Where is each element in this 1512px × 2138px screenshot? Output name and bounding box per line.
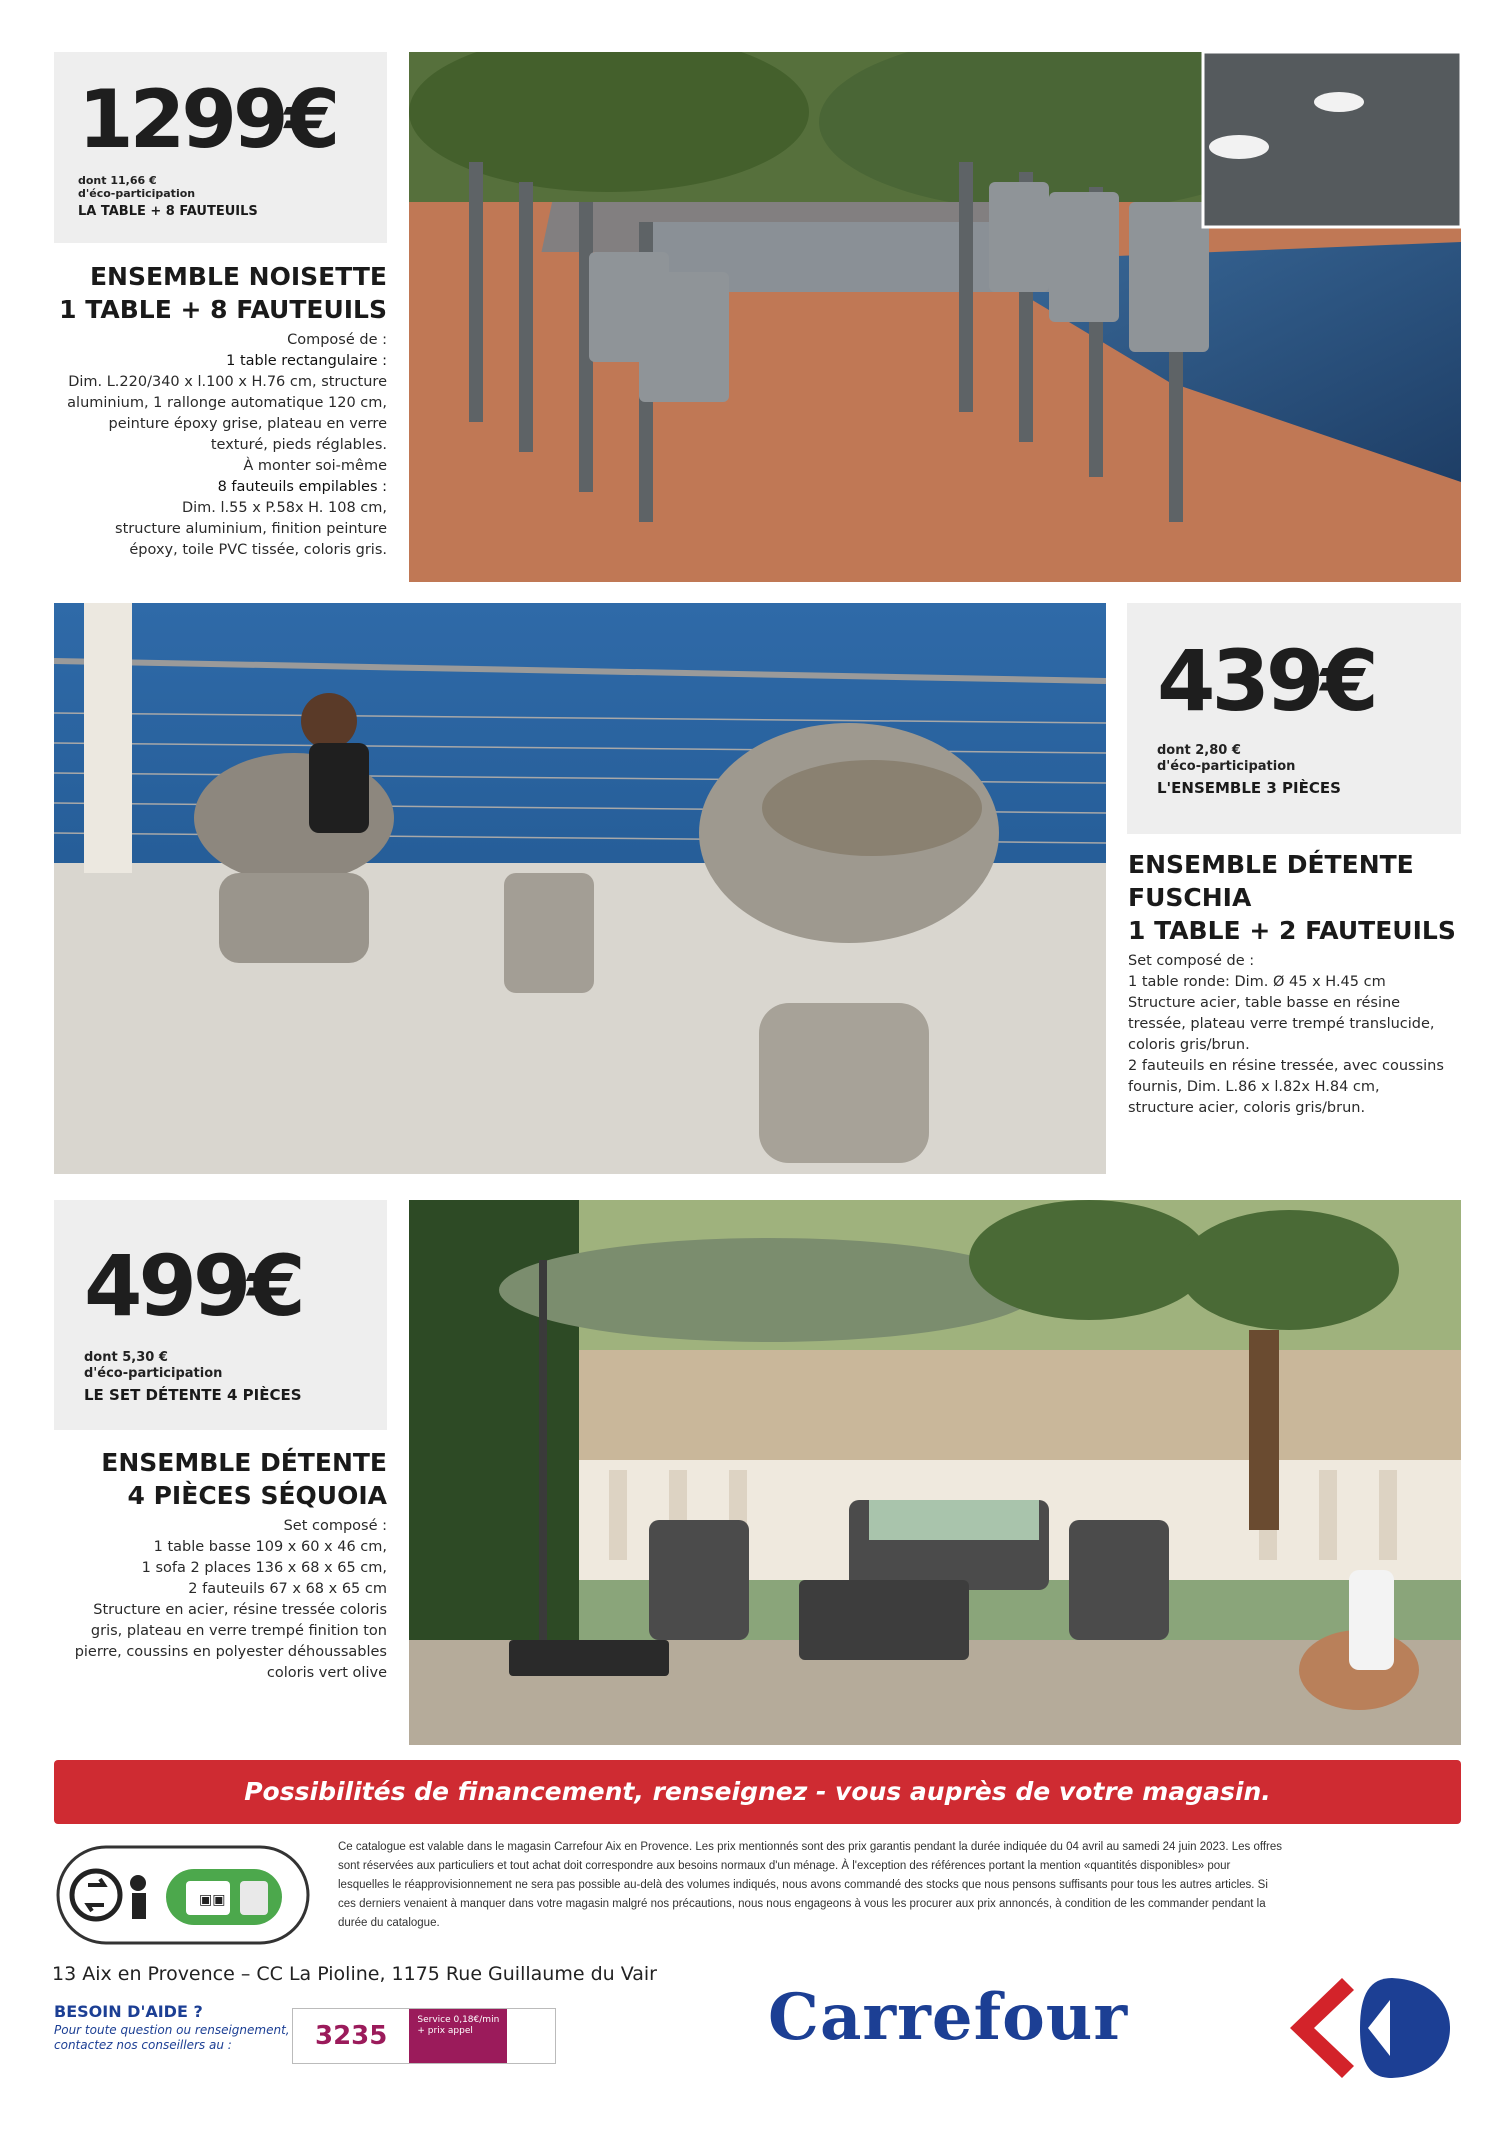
desc-line: pierre, coussins en polyester déhoussables <box>74 1644 387 1660</box>
legal-notice <box>338 1838 1468 1933</box>
legal-line: lesquelles le réapprovisionnement ne sera pas possible au-delà des volumes indiqués, nous avons commandé des stocks que nous pensons suffisants pour tous les autres articles. Si <box>338 1879 1268 1891</box>
rate-line: + prix appel <box>417 2026 473 2036</box>
carrefour-wordmark: Carrefour <box>768 1980 1129 2055</box>
desc-line: gris, plateau en verre trempé finition ton <box>90 1623 387 1639</box>
desc-line: Dim. l.55 x P.58x H. 108 cm, <box>181 500 387 516</box>
title-line: 1 TABLE + 2 FAUTEUILS <box>1128 916 1456 945</box>
price-fuschia: 439€ <box>1157 632 1375 730</box>
svg-text:▣▣: ▣▣ <box>199 1892 226 1908</box>
help-subline: Pour toute question ou renseignement, <box>54 2023 290 2037</box>
product-description <box>1128 951 1468 1119</box>
product-info-fuschia <box>1128 848 1468 1119</box>
desc-line: structure acier, coloris gris/brun. <box>1128 1100 1366 1116</box>
phone-number-box <box>292 2008 556 2064</box>
desc-line: Dim. L.220/340 x l.100 x H.76 cm, structure <box>68 374 387 390</box>
pieces-label: LA TABLE + 8 FAUTEUILS <box>78 204 258 219</box>
legal-line: sont réservées aux particuliers et tout achat doit correspondre aux besoins normaux d'un ménage. À l'exception des références portant la mention «quantités disponibles» pour <box>338 1860 1231 1872</box>
title-line: ENSEMBLE DÉTENTE <box>1128 850 1414 879</box>
product-description <box>40 1516 387 1684</box>
desc-line: À monter soi-même <box>243 458 387 474</box>
title-line: 1 TABLE + 8 FAUTEUILS <box>59 295 387 324</box>
desc-line: époxy, toile PVC tissée, coloris gris. <box>129 542 387 558</box>
desc-line: 2 fauteuils en résine tressée, avec coussins <box>1128 1058 1444 1074</box>
title-line: FUSCHIA <box>1128 883 1252 912</box>
desc-line: Set composé : <box>283 1518 387 1534</box>
product-title <box>40 1446 387 1512</box>
legal-line: ces derniers venaient à manquer dans votre magasin malgré nos précautions, nous nous engageons à vous les procurer aux prix annoncés, à condition de les commander pendant la <box>338 1898 1266 1910</box>
desc-line: Set composé de : <box>1128 953 1255 969</box>
desc-line: 8 fauteuils empilables : <box>217 479 387 495</box>
pieces-label: LE SET DÉTENTE 4 PIÈCES <box>84 1386 302 1404</box>
title-line: 4 PIÈCES SÉQUOIA <box>127 1481 387 1510</box>
price-sequoia: 499€ <box>84 1237 302 1335</box>
desc-line: 1 sofa 2 places 136 x 68 x 65 cm, <box>141 1560 387 1576</box>
eco-label: d'éco-participation <box>1157 759 1296 774</box>
desc-line: Structure en acier, résine tressée coloris <box>93 1602 387 1618</box>
help-subline: contactez nos conseillers au : <box>54 2038 232 2052</box>
desc-line: peinture époxy grise, plateau en verre <box>108 416 387 432</box>
desc-line: tressée, plateau verre trempé translucide, <box>1128 1016 1435 1032</box>
photo-lounge-set-terrace <box>54 603 1106 1174</box>
title-line: ENSEMBLE DÉTENTE <box>101 1448 387 1477</box>
phone-rate <box>409 2009 507 2063</box>
photo-sequoia-garden <box>409 1200 1461 1745</box>
eco-label: d'éco-participation <box>84 1366 223 1381</box>
product-info-sequoia <box>40 1446 387 1684</box>
product-title <box>40 260 387 326</box>
desc-line: 2 fauteuils 67 x 68 x 65 cm <box>188 1581 387 1597</box>
title-line: ENSEMBLE NOISETTE <box>89 262 387 291</box>
product-description <box>40 330 387 561</box>
photo-dining-set-pool <box>409 52 1461 582</box>
desc-line: 1 table basse 109 x 60 x 46 cm, <box>153 1539 387 1555</box>
desc-line: 1 table ronde: Dim. Ø 45 x H.45 cm <box>1128 974 1386 990</box>
pieces-label: L'ENSEMBLE 3 PIÈCES <box>1157 779 1341 797</box>
phone-number: 3235 <box>315 2021 388 2051</box>
price-box-noisette <box>54 52 387 243</box>
recycling-logo <box>56 1845 310 1945</box>
eco-amount: dont 5,30 € <box>84 1350 168 1365</box>
product-info-noisette <box>40 260 387 561</box>
desc-line: coloris gris/brun. <box>1128 1037 1250 1053</box>
price-noisette: 1299€ <box>78 73 337 166</box>
desc-line: Structure acier, table basse en résine <box>1128 995 1401 1011</box>
eco-amount: dont 11,66 € <box>78 174 157 187</box>
carrefour-logo-icon <box>1272 1968 1462 2088</box>
desc-line: Composé de : <box>287 332 387 348</box>
desc-line: fournis, Dim. L.86 x l.82x H.84 cm, <box>1128 1079 1380 1095</box>
financing-banner: Possibilités de financement, renseignez - vous auprès de votre magasin. <box>54 1760 1461 1824</box>
sorting-info-icon <box>166 1869 282 1925</box>
legal-line: Ce catalogue est valable dans le magasin Carrefour Aix en Provence. Les prix mentionnés sont des prix garantis pendant la durée indiquée du 04 avril au samedi 24 juin 2023. Les offres <box>338 1841 1283 1853</box>
eco-amount: dont 2,80 € <box>1157 743 1241 758</box>
product-title <box>1128 848 1468 947</box>
desc-line: 1 table rectangulaire : <box>226 353 387 369</box>
rate-line: Service 0,18€/min <box>417 2015 500 2025</box>
eco-label: d'éco-participation <box>78 187 196 200</box>
desc-line: coloris vert olive <box>266 1665 387 1681</box>
legal-line: durée du catalogue. <box>338 1917 440 1929</box>
desc-line: structure aluminium, finition peinture <box>115 521 387 537</box>
price-box-fuschia <box>1127 603 1461 834</box>
store-address: 13 Aix en Provence – CC La Pioline, 1175 Rue Guillaume du Vair <box>52 1963 657 1985</box>
desc-line: texturé, pieds réglables. <box>210 437 387 453</box>
desc-line: aluminium, 1 rallonge automatique 120 cm, <box>67 395 387 411</box>
price-box-sequoia <box>54 1200 387 1430</box>
help-title: BESOIN D'AIDE ? <box>54 2002 203 2021</box>
